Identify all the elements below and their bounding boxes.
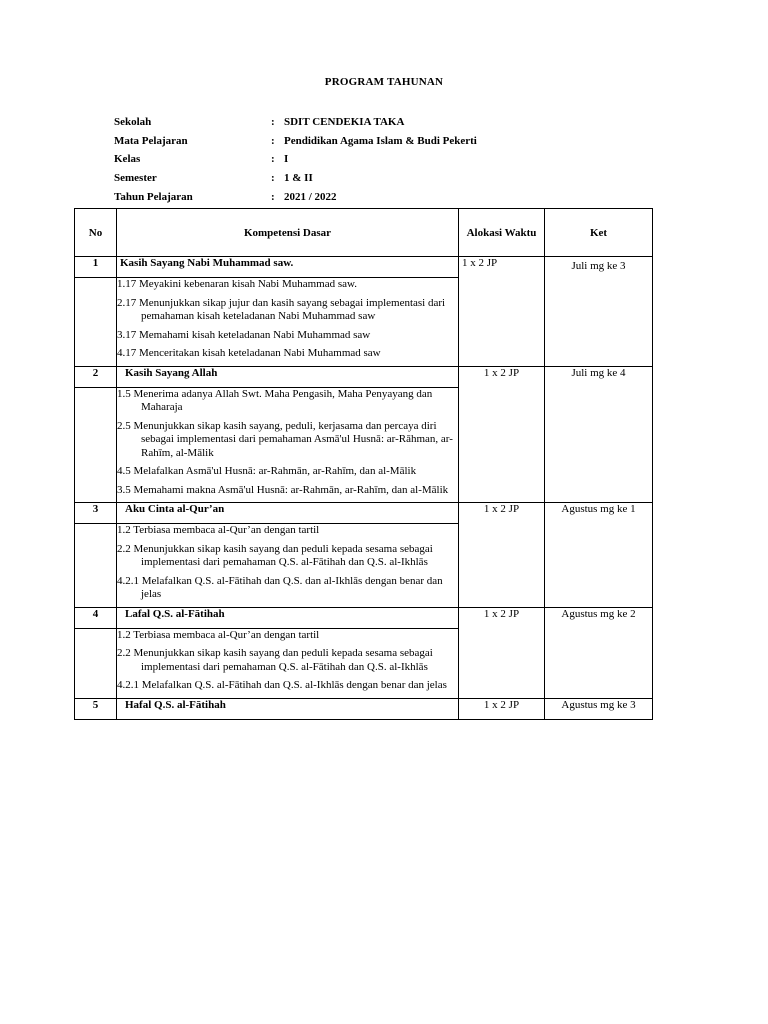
row-topic: Aku Cinta al-Qur’an bbox=[117, 503, 459, 524]
kd-item: 2.2 Menunjukkan sikap kasih sayang dan peduli kepada sesama sebagai implementasi dari pemahaman Q.S. al-Fātihah dan Q.S. al-Ikhlās bbox=[117, 542, 433, 568]
info-value: Pendidikan Agama Islam & Budi Pekerti bbox=[284, 134, 477, 147]
header-alokasi-waktu: Alokasi Waktu bbox=[459, 209, 545, 257]
info-row-semester bbox=[114, 169, 477, 188]
kd-item: 2.5 Menunjukkan sikap kasih sayang, peduli, kerjasama dan percaya diri sebagai implementasi dari pemahaman Asmā'ul Husnā: ar-Rāhman, ar-Rahīm, al-Mālik bbox=[117, 419, 453, 459]
info-colon: : bbox=[271, 153, 275, 166]
kd-item: 4.5 Melafalkan Asmā'ul Husnā: ar-Rahmān, ar-Rahīm, dan al-Mālik bbox=[117, 465, 417, 477]
info-row-mata-pelajaran bbox=[114, 132, 477, 151]
document-info bbox=[114, 113, 477, 206]
kd-item: 1.17 Meyakini kebenaran kisah Nabi Muhammad saw. bbox=[117, 278, 358, 290]
row-number-empty bbox=[75, 628, 117, 698]
table-row bbox=[75, 366, 653, 387]
row-ket: Juli mg ke 4 bbox=[545, 366, 653, 503]
kd-item: 3.5 Memahami makna Asmā'ul Husnā: ar-Rahmān, ar-Rahīm, dan al-Mālik bbox=[117, 483, 449, 496]
header-kompetensi-dasar: Kompetensi Dasar bbox=[117, 209, 459, 257]
table-header-row bbox=[75, 209, 653, 257]
row-alokasi: 1 x 2 JP bbox=[459, 607, 545, 698]
kd-item: 1.2 Terbiasa membaca al-Qur’an dengan tartil bbox=[117, 628, 320, 641]
info-value: 1 & II bbox=[284, 172, 313, 185]
table-row bbox=[75, 503, 653, 524]
table-row bbox=[75, 698, 653, 719]
kd-list bbox=[117, 387, 459, 503]
info-row-sekolah bbox=[114, 113, 477, 132]
info-row-tahun-pelajaran bbox=[114, 187, 477, 206]
info-colon: : bbox=[271, 172, 275, 185]
table-row bbox=[75, 607, 653, 628]
row-number: 2 bbox=[75, 366, 117, 387]
row-topic: Lafal Q.S. al-Fātihah bbox=[117, 607, 459, 628]
info-row-kelas bbox=[114, 150, 477, 169]
row-alokasi: 1 x 2 JP bbox=[459, 257, 545, 367]
kd-item: 4.2.1 Melafalkan Q.S. al-Fātihah dan Q.S. dan al-Ikhlās dengan benar dan jelas bbox=[117, 574, 443, 600]
row-ket: Agustus mg ke 3 bbox=[545, 698, 653, 719]
row-topic: Kasih Sayang Nabi Muhammad saw. bbox=[117, 257, 459, 278]
kd-list bbox=[117, 524, 459, 608]
info-colon: : bbox=[271, 116, 275, 129]
row-alokasi: 1 x 2 JP bbox=[459, 698, 545, 719]
row-topic: Kasih Sayang Allah bbox=[117, 366, 459, 387]
info-value: I bbox=[284, 153, 289, 166]
info-colon: : bbox=[271, 190, 275, 203]
document-title: PROGRAM TAHUNAN bbox=[324, 76, 444, 88]
kd-item: 3.17 Memahami kisah keteladanan Nabi Muhammad saw bbox=[117, 328, 371, 341]
info-value: SDIT CENDEKIA TAKA bbox=[284, 116, 405, 129]
kd-item: 1.2 Terbiasa membaca al-Qur’an dengan tartil bbox=[117, 524, 320, 536]
row-number-empty bbox=[75, 387, 117, 503]
row-alokasi: 1 x 2 JP bbox=[459, 366, 545, 503]
kd-item: 2.2 Menunjukkan sikap kasih sayang dan peduli kepada sesama sebagai implementasi dari pemahaman Q.S. al-Fātihah dan Q.S. al-Ikhlās bbox=[117, 647, 433, 673]
kd-item: 4.17 Menceritakan kisah keteladanan Nabi Muhammad saw bbox=[117, 347, 381, 359]
header-ket: Ket bbox=[545, 209, 653, 257]
info-label: Mata Pelajaran bbox=[114, 134, 188, 147]
row-number-empty bbox=[75, 278, 117, 367]
info-label: Kelas bbox=[114, 153, 141, 166]
kd-item: 4.2.1 Melafalkan Q.S. al-Fātihah dan Q.S. al-Ikhlās dengan benar dan jelas bbox=[117, 679, 447, 691]
table-row bbox=[75, 257, 653, 278]
kd-list bbox=[117, 278, 459, 367]
info-label: Semester bbox=[114, 172, 157, 185]
row-number: 1 bbox=[75, 257, 117, 278]
info-colon: : bbox=[271, 134, 275, 147]
header-no: No bbox=[75, 209, 117, 257]
row-number: 5 bbox=[75, 698, 117, 719]
row-ket: Juli mg ke 3 bbox=[545, 257, 653, 367]
info-value: 2021 / 2022 bbox=[284, 190, 337, 203]
kd-item: 2.17 Menunjukkan sikap jujur dan kasih sayang sebagai implementasi dari pemahaman kisah keteladanan Nabi Muhammad saw bbox=[117, 296, 446, 322]
row-alokasi: 1 x 2 JP bbox=[459, 503, 545, 608]
row-number: 4 bbox=[75, 607, 117, 628]
kd-item: 1.5 Menerima adanya Allah Swt. Maha Pengasih, Maha Penyayang dan Maharaja bbox=[117, 387, 433, 413]
kd-list bbox=[117, 628, 459, 698]
row-number-empty bbox=[75, 524, 117, 608]
row-number: 3 bbox=[75, 503, 117, 524]
row-ket: Agustus mg ke 2 bbox=[545, 607, 653, 698]
program-table bbox=[74, 208, 653, 720]
info-label: Sekolah bbox=[114, 116, 152, 129]
row-ket: Agustus mg ke 1 bbox=[545, 503, 653, 608]
row-topic: Hafal Q.S. al-Fātihah bbox=[117, 698, 459, 719]
info-label: Tahun Pelajaran bbox=[114, 190, 193, 203]
